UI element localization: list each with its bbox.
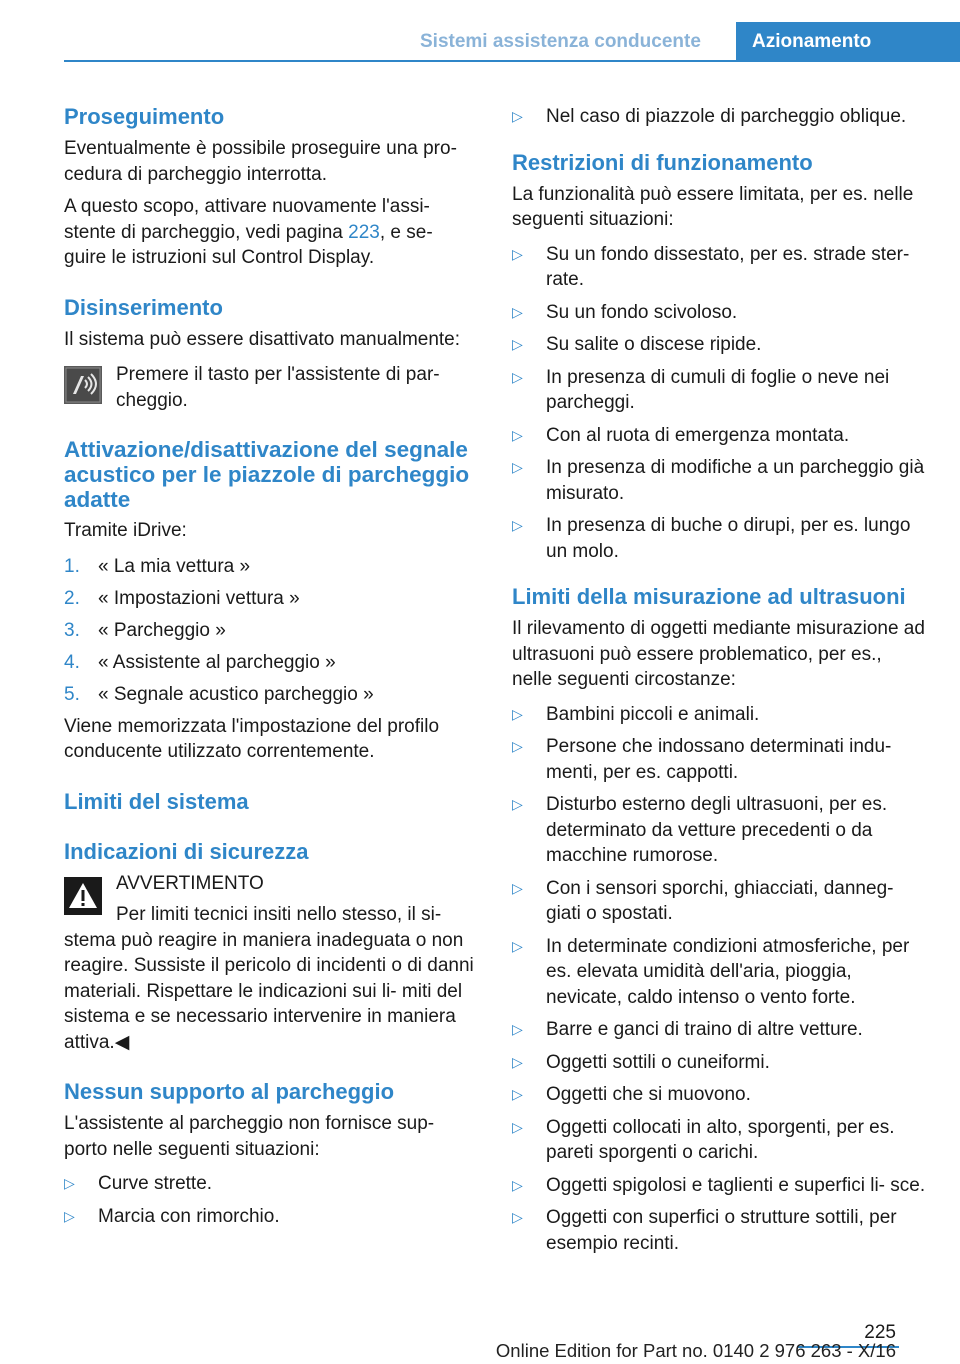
heading-proseguimento: Proseguimento [64, 104, 225, 129]
triangle-right-icon: ▷ [64, 1207, 75, 1224]
step-item: 4. « Assistente al parcheggio » [64, 651, 336, 673]
edition-note: Online Edition for Part no. 0140 2 976 263 - X/16 [495, 1340, 896, 1361]
warning-title: AVVERTIMENTO [116, 872, 264, 894]
paragraph-memorizzata: Viene memorizzata l'impostazione del profilo conducente utilizzato correntemente. [64, 715, 440, 762]
page-footer [0, 1310, 960, 1362]
triangle-right-icon: ▷ [512, 517, 523, 533]
heading-indicazioni-sicurezza: Indicazioni di sicurezza [64, 838, 309, 864]
heading-ultrasuoni: Limiti della misurazione ad ultrasuoni [512, 584, 906, 609]
list-ultrasuoni [512, 702, 927, 1257]
list-item: ▷ In presenza di buche o dirupi, per es. lungo un molo. [512, 513, 927, 564]
triangle-right-icon: ▷ [512, 336, 523, 352]
warning-text: Per limiti tecnici insiti nello stesso, il si‐ stema può reagire in maniera inadeguata o non reagire. Sussiste il pericolo di incidenti o di danni materiali. Rispettare le indicazioni sui li‐ miti del sistema e se necessario intervenire in maniera attiva.◀ [64, 904, 474, 1053]
step-item: 1. « La mia vettura » [64, 555, 251, 577]
heading-nessun-supporto: Nessun supporto al parcheggio [64, 1079, 395, 1104]
paragraph-proseguimento-ref: A questo scopo, attivare nuovamente l'assi‐ stente di parcheggio, vedi pagina 223, e se‐ guire le istruzioni sul Control Display. [64, 196, 433, 268]
triangle-right-icon: ▷ [512, 459, 523, 475]
triangle-right-icon: ▷ [512, 1021, 523, 1037]
triangle-right-icon: ▷ [512, 705, 523, 722]
page-number: 225 [864, 1322, 896, 1343]
triangle-right-icon: ▷ [512, 1118, 523, 1135]
paragraph-ultrasuoni: Il rilevamento di oggetti mediante misurazione ad ultrasuoni può essere problematico, per es., nelle seguenti circostanze: [512, 618, 925, 690]
paragraph-tramite: Tramite iDrive: [64, 520, 187, 541]
list-item: ▷ Bambini piccoli e animali. [512, 702, 927, 728]
triangle-right-icon: ▷ [512, 245, 523, 262]
list-item: ▷ In presenza di cumuli di foglie o neve nei parcheggi. [512, 365, 927, 416]
heading-attivazione: Attivazione/disattivazione del segnale acustico per le piazzole di parcheggio adatte [64, 437, 470, 512]
list-item: ▷ Su un fondo scivoloso. [512, 300, 927, 326]
list-item: ▷ Oggetti spigolosi e taglienti e superfici li‐ sce. [512, 1173, 927, 1199]
list-item: ▷ Su un fondo dissestato, per es. strade ster‐ rate. [512, 242, 927, 293]
list-item: ▷ Con i sensori sporchi, ghiacciati, danneg‐ giati o spostati. [512, 876, 927, 927]
header-section-title: Sistemi assistenza conducente [420, 31, 701, 52]
heading-limiti-sistema: Limiti del sistema [64, 788, 249, 814]
left-column [64, 104, 479, 1236]
list-item: ▷ Oggetti collocati in alto, sporgenti, per es. pareti sporgenti o carichi. [512, 1115, 927, 1166]
list-item: ▷ Disturbo esterno degli ultrasuoni, per es. determinato da vetture precedenti o da macchine rumorose. [512, 792, 927, 869]
right-column [512, 104, 927, 1263]
park-button-instruction [64, 362, 479, 413]
triangle-right-icon: ▷ [512, 303, 523, 320]
triangle-right-icon: ▷ [512, 1176, 523, 1193]
triangle-right-icon: ▷ [512, 937, 523, 954]
list-item: ▷ In presenza di modifiche a un parcheggio già misurato. [512, 455, 927, 506]
triangle-right-icon: ▷ [512, 738, 523, 754]
triangle-right-icon: ▷ [512, 1209, 523, 1225]
list-item: ▷ Con al ruota di emergenza montata. [512, 423, 927, 449]
triangle-right-icon: ▷ [512, 1053, 523, 1070]
step-item: 3. « Parcheggio » [64, 619, 226, 641]
list-item: ▷ Curve strette. [64, 1171, 479, 1197]
triangle-right-icon: ▷ [512, 368, 523, 385]
list-top [512, 104, 927, 130]
header-rule [64, 60, 960, 62]
list-nessun-supporto [64, 1171, 479, 1229]
paragraph-nessun-supporto: L'assistente al parcheggio non fornisce sup‐ porto nelle seguenti situazioni: [64, 1113, 435, 1160]
list-item: ▷ Marcia con rimorchio. [64, 1204, 479, 1230]
warning-block [64, 871, 479, 1056]
list-item: ▷ Persone che indossano determinati indu‐ menti, per es. cappotti. [512, 734, 927, 785]
list-item: ▷ Oggetti che si muovono. [512, 1082, 927, 1108]
header-chapter-tab: Azionamento [736, 22, 960, 62]
heading-disinserimento: Disinserimento [64, 294, 223, 320]
list-item: ▷ Nel caso di piazzole di parcheggio oblique. [512, 104, 927, 130]
triangle-right-icon: ▷ [64, 1175, 75, 1191]
triangle-right-icon: ▷ [512, 108, 523, 124]
list-item: ▷ Barre e ganci di traino di altre vetture. [512, 1017, 927, 1043]
triangle-right-icon: ▷ [512, 796, 523, 812]
paragraph-restrizioni: La funzionalità può essere limitata, per es. nelle seguenti situazioni: [512, 183, 914, 230]
list-item: ▷ Oggetti sottili o cuneiformi. [512, 1050, 927, 1076]
idrive-steps [64, 554, 479, 714]
page-reference-link[interactable]: 223 [348, 221, 380, 243]
triangle-right-icon: ▷ [512, 1086, 523, 1102]
list-restrizioni [512, 242, 927, 565]
heading-restrizioni: Restrizioni di funzionamento [512, 149, 813, 175]
warning-triangle-icon [64, 877, 102, 915]
list-item: ▷ Oggetti con superfici o strutture sottili, per esempio recinti. [512, 1205, 927, 1256]
list-item: ▷ Su salite o discese ripide. [512, 332, 927, 358]
paragraph-premere: Premere il tasto per l'assistente di par‐ cheggio. [116, 364, 440, 411]
park-assist-button-icon [64, 366, 102, 404]
list-item: ▷ In determinate condizioni atmosferiche, per es. elevata umidità dell'aria, pioggia, nevicate, caldo intenso o vento forte. [512, 934, 927, 1011]
step-item: 2. « Impostazioni vettura » [64, 587, 300, 609]
paragraph-disinserimento: Il sistema può essere disattivato manualmente: [64, 328, 461, 350]
triangle-right-icon: ▷ [512, 426, 523, 443]
triangle-right-icon: ▷ [512, 879, 523, 896]
step-item: 5. « Segnale acustico parcheggio » [64, 683, 374, 705]
paragraph-proseguimento: Eventualmente è possibile proseguire una pro‐ cedura di parcheggio interrotta. [64, 138, 457, 185]
page-header [0, 0, 960, 62]
